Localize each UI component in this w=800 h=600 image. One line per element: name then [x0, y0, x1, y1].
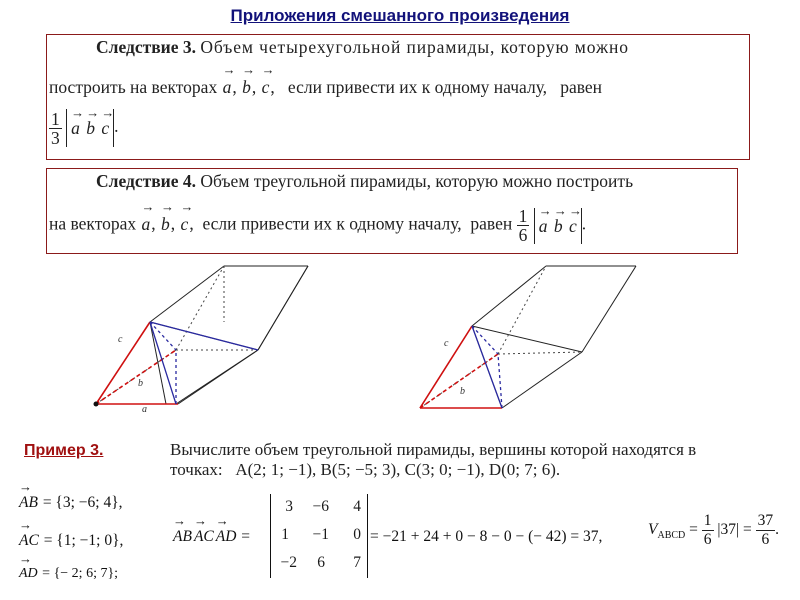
corollary-4-line2b: если привести их к одному началу,: [202, 213, 462, 234]
vector-ab-name: → AB: [19, 494, 38, 512]
corollary-3-line2b: если привести их к одному началу,: [287, 77, 548, 97]
matrix-cell: −6: [312, 498, 329, 515]
corollary-4-heading: Следствие 4.: [96, 171, 197, 191]
matrix-cell: 3: [285, 498, 293, 515]
example-label: Пример 3.: [24, 442, 104, 459]
matrix-cell: 4: [353, 498, 361, 515]
fraction-one-sixth: $\frac{1}{6}$: [518, 206, 528, 245]
determinant-matrix: [270, 494, 368, 578]
matrix-cell: 1: [281, 526, 289, 543]
matrix-cell: 6: [317, 554, 325, 571]
vector-b: → b: [242, 77, 251, 98]
example-text-line1: Вычислите объем треугольной пирамиды, вершины которой находятся в: [170, 440, 697, 459]
vector-c: → c: [181, 214, 189, 235]
corollary-4-line2a: на векторах: [49, 213, 137, 234]
corollary-3-line2a: построить на векторах: [49, 77, 218, 97]
determinant-prefix: → AB→ AC→ AD =: [172, 528, 250, 546]
volume-formula: $V_{ABCD}$ = $\frac{1}{6}$ |37| = $\frac{37}{6}$ .: [648, 512, 779, 548]
corollary-4-line2c: равен: [470, 213, 513, 234]
vector-ab-row: [18, 494, 123, 512]
vector-ad-row: [18, 566, 118, 582]
matrix-cell: 0: [353, 526, 361, 543]
vector-a: → a: [223, 77, 232, 98]
vector-c: → c: [262, 77, 270, 98]
label-a: a: [142, 404, 147, 415]
label-c: c: [118, 334, 123, 345]
vector-ad-name: → AD: [19, 566, 38, 582]
corollary-3-box: Следствие 3. Объем четырехугольной пирамиды, которую можно построить на векторах → a, → b, → c, если привести их к одному началу, равен $\frac{1}{3}$ → a → b → c .: [46, 34, 750, 160]
example-points-label: точках:: [170, 460, 223, 479]
matrix-cell: −2: [280, 554, 297, 571]
figure-quadrilateral-pyramid: [86, 262, 326, 422]
corollary-3-heading: Следствие 3.: [96, 37, 197, 57]
vector-ac-name: → AC: [19, 532, 39, 550]
vector-ac-row: [18, 532, 123, 550]
triple-product: → a → b → c: [66, 109, 114, 147]
example-points: A(2; 1; −1), B(5; −5; 3), C(3; 0; −1), D(0; 7; 6).: [235, 460, 561, 479]
determinant-result: = −21 + 24 + 0 − 8 − 0 − (− 42) = 37,: [370, 528, 603, 545]
vector-ab-value: = {3; −6; 4},: [42, 494, 123, 511]
figure-triangular-pyramid: [410, 262, 650, 422]
page-title: Приложения смешанного произведения: [230, 6, 570, 25]
fraction-one-third: $\frac{1}{3}$: [51, 108, 60, 148]
label-c: c: [444, 338, 449, 349]
label-b: b: [138, 378, 143, 389]
corollary-4-box: Следствие 4. Объем треугольной пирамиды, которую можно построить на векторах → a, → b, → c, если привести их к одному началу, равен $\frac{1}{6}$ → a → b → c .: [46, 168, 738, 254]
vector-ad-value: = {− 2; 6; 7};: [42, 566, 119, 581]
vector-ac-value: = {1; −1; 0},: [43, 532, 124, 549]
corollary-4-line1: Объем треугольной пирамиды, которую можно построить: [200, 171, 634, 191]
corollary-3-line1: Объем четырехугольной пирамиды, которую можно: [200, 37, 629, 57]
corollary-3-line2c: равен: [560, 77, 602, 97]
label-b: b: [460, 386, 465, 397]
matrix-cell: −1: [312, 526, 329, 543]
vector-a: → a: [142, 214, 151, 235]
vector-b: → b: [161, 214, 170, 235]
matrix-cell: 7: [353, 554, 361, 571]
example-text-line2: [170, 460, 560, 480]
triple-product: → a → b → c: [534, 208, 582, 244]
